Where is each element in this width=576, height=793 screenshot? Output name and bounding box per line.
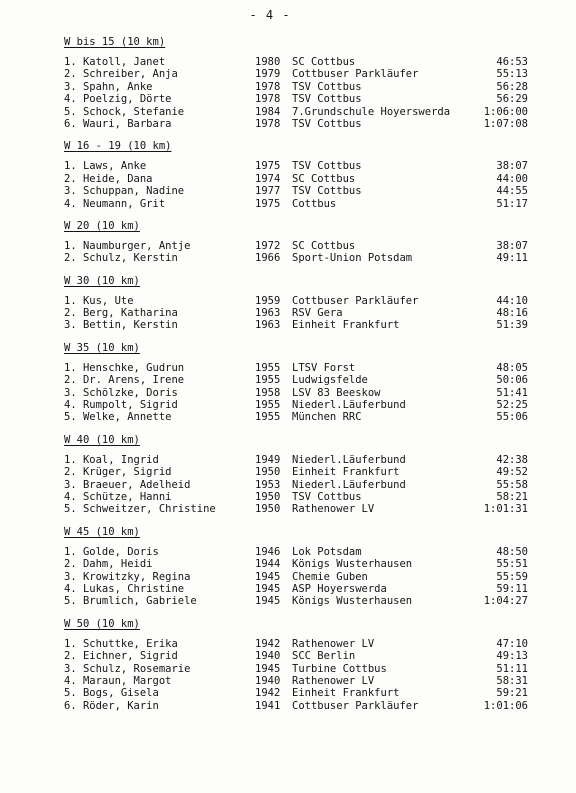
club-name: Ludwigsfelde <box>292 374 368 387</box>
athlete-name: 2. Dahm, Heidi <box>64 558 153 571</box>
finish-time: 42:38 <box>496 453 528 466</box>
athlete-name: 2. Dr. Arens, Irene <box>64 374 185 387</box>
finish-time: 38:07 <box>496 160 528 173</box>
club-name: RSV Gera <box>292 307 343 320</box>
birth-year: 1941 <box>255 699 281 712</box>
club-name: Königs Wusterhausen <box>292 558 413 571</box>
club-name: TSV Cottbus <box>292 160 362 173</box>
birth-year: 1945 <box>255 570 281 583</box>
birth-year: 1963 <box>255 319 281 332</box>
age-group-section <box>64 36 534 130</box>
athlete-name: 4. Neumann, Grit <box>64 197 166 210</box>
athlete-name: 3. Schulz, Rosemarie <box>64 662 191 675</box>
club-name: Niederl.Läuferbund <box>292 453 406 466</box>
result-row <box>64 160 534 172</box>
athlete-name: 3. Spahn, Anke <box>64 80 153 93</box>
result-row <box>64 546 534 558</box>
result-rows <box>64 240 534 265</box>
athlete-name: 3. Schuppan, Nadine <box>64 185 185 198</box>
athlete-name: 3. Bettin, Kerstin <box>64 319 178 332</box>
result-row <box>64 663 534 675</box>
birth-year: 1978 <box>255 93 281 106</box>
result-row <box>64 399 534 411</box>
finish-time: 55:58 <box>496 478 528 491</box>
athlete-name: 1. Henschke, Gudrun <box>64 361 185 374</box>
result-row <box>64 252 534 264</box>
finish-time: 1:04:27 <box>483 595 528 608</box>
age-group-heading: W 16 - 19 (10 km) <box>64 140 172 153</box>
birth-year: 1959 <box>255 294 281 307</box>
result-row <box>64 571 534 583</box>
result-row <box>64 583 534 595</box>
result-row <box>64 558 534 570</box>
birth-year: 1955 <box>255 361 281 374</box>
club-name: TSV Cottbus <box>292 117 362 130</box>
athlete-name: 4. Rumpolt, Sigrid <box>64 399 178 412</box>
result-row <box>64 118 534 130</box>
athlete-name: 5. Schock, Stefanie <box>64 105 185 118</box>
finish-time: 38:07 <box>496 239 528 252</box>
result-row <box>64 466 534 478</box>
club-name: Einheit Frankfurt <box>292 466 400 479</box>
result-row <box>64 675 534 687</box>
athlete-name: 1. Katoll, Janet <box>64 56 166 68</box>
athlete-name: 2. Schreiber, Anja <box>64 68 178 81</box>
finish-time: 58:21 <box>496 490 528 503</box>
club-name: Cottbus <box>292 197 337 210</box>
birth-year: 1963 <box>255 307 281 320</box>
result-rows <box>64 295 534 332</box>
birth-year: 1955 <box>255 399 281 412</box>
club-name: LSV 83 Beeskow <box>292 386 381 399</box>
athlete-name: 5. Bogs, Gisela <box>64 687 159 700</box>
finish-time: 1:01:31 <box>483 503 528 516</box>
result-row <box>64 650 534 662</box>
birth-year: 1953 <box>255 478 281 491</box>
athlete-name: 1. Laws, Anke <box>64 160 147 173</box>
result-row <box>64 503 534 515</box>
athlete-name: 1. Schuttke, Erika <box>64 637 178 650</box>
finish-time: 1:06:00 <box>483 105 528 118</box>
result-row <box>64 595 534 607</box>
club-name: Rathenower LV <box>292 674 375 687</box>
birth-year: 1950 <box>255 503 281 516</box>
athlete-name: 6. Röder, Karin <box>64 699 159 712</box>
finish-time: 56:29 <box>496 93 528 106</box>
birth-year: 1950 <box>255 466 281 479</box>
athlete-name: 2. Berg, Katharina <box>64 307 178 320</box>
birth-year: 1984 <box>255 105 281 118</box>
result-row <box>64 387 534 399</box>
club-name: SCC Berlin <box>292 650 356 663</box>
result-row <box>64 374 534 386</box>
birth-year: 1949 <box>255 453 281 466</box>
finish-time: 44:10 <box>496 294 528 307</box>
age-group-section <box>64 140 534 210</box>
club-name: TSV Cottbus <box>292 490 362 503</box>
club-name: Königs Wusterhausen <box>292 595 413 608</box>
age-group-section <box>64 342 534 424</box>
result-row <box>64 411 534 423</box>
club-name: TSV Cottbus <box>292 80 362 93</box>
age-group-heading: W 30 (10 km) <box>64 274 140 287</box>
finish-time: 59:21 <box>496 687 528 700</box>
result-row <box>64 240 534 252</box>
age-group-section <box>64 220 534 265</box>
result-rows <box>64 160 534 210</box>
athlete-name: 1. Naumburger, Antje <box>64 239 191 252</box>
club-name: Turbine Cottbus <box>292 662 387 675</box>
club-name: Niederl.Läuferbund <box>292 399 406 412</box>
club-name: ASP Hoyerswerda <box>292 582 387 595</box>
finish-time: 44:55 <box>496 185 528 198</box>
result-rows <box>64 638 534 712</box>
result-rows <box>64 546 534 608</box>
finish-time: 44:00 <box>496 172 528 185</box>
age-group-heading: W 40 (10 km) <box>64 433 140 446</box>
finish-time: 48:16 <box>496 307 528 320</box>
club-name: LTSV Forst <box>292 361 356 374</box>
finish-time: 56:28 <box>496 80 528 93</box>
finish-time: 49:13 <box>496 650 528 663</box>
finish-time: 59:11 <box>496 582 528 595</box>
athlete-name: 5. Schweitzer, Christine <box>64 503 216 516</box>
birth-year: 1945 <box>255 595 281 608</box>
result-row <box>64 198 534 210</box>
birth-year: 1977 <box>255 185 281 198</box>
club-name: Cottbuser Parkläufer <box>292 294 419 307</box>
athlete-name: 5. Brumlich, Gabriele <box>64 595 197 608</box>
birth-year: 1942 <box>255 687 281 700</box>
finish-time: 55:13 <box>496 68 528 81</box>
club-name: SC Cottbus <box>292 239 356 252</box>
result-row <box>64 81 534 93</box>
athlete-name: 1. Koal, Ingrid <box>64 453 159 466</box>
birth-year: 1955 <box>255 374 281 387</box>
finish-time: 46:53 <box>496 56 528 68</box>
result-rows <box>64 56 534 130</box>
birth-year: 1945 <box>255 662 281 675</box>
club-name: Einheit Frankfurt <box>292 687 400 700</box>
club-name: Chemie Guben <box>292 570 368 583</box>
athlete-name: 4. Schütze, Hanni <box>64 490 172 503</box>
birth-year: 1972 <box>255 239 281 252</box>
result-row <box>64 185 534 197</box>
birth-year: 1974 <box>255 172 281 185</box>
athlete-name: 4. Lukas, Christine <box>64 582 185 595</box>
age-group-heading: W 45 (10 km) <box>64 525 140 538</box>
result-row <box>64 638 534 650</box>
finish-time: 51:41 <box>496 386 528 399</box>
birth-year: 1975 <box>255 197 281 210</box>
result-row <box>64 295 534 307</box>
birth-year: 1945 <box>255 582 281 595</box>
club-name: Lok Potsdam <box>292 545 362 558</box>
age-group-section <box>64 526 534 608</box>
result-row <box>64 68 534 80</box>
birth-year: 1978 <box>255 80 281 93</box>
finish-time: 52:25 <box>496 399 528 412</box>
age-group-heading: W bis 15 (10 km) <box>64 36 166 48</box>
finish-time: 51:17 <box>496 197 528 210</box>
club-name: TSV Cottbus <box>292 93 362 106</box>
birth-year: 1980 <box>255 56 281 68</box>
club-name: Einheit Frankfurt <box>292 319 400 332</box>
birth-year: 1946 <box>255 545 281 558</box>
result-row <box>64 700 534 712</box>
result-row <box>64 93 534 105</box>
result-row <box>64 106 534 118</box>
birth-year: 1950 <box>255 490 281 503</box>
age-group-heading: W 50 (10 km) <box>64 617 140 630</box>
athlete-name: 2. Eichner, Sigrid <box>64 650 178 663</box>
club-name: Rathenower LV <box>292 503 375 516</box>
results-list <box>64 36 534 722</box>
age-group-heading: W 35 (10 km) <box>64 341 140 354</box>
result-row <box>64 454 534 466</box>
athlete-name: 5. Welke, Annette <box>64 411 172 424</box>
club-name: München RRC <box>292 411 362 424</box>
result-rows <box>64 454 534 516</box>
birth-year: 1958 <box>255 386 281 399</box>
finish-time: 49:11 <box>496 252 528 265</box>
finish-time: 50:06 <box>496 374 528 387</box>
finish-time: 51:39 <box>496 319 528 332</box>
birth-year: 1966 <box>255 252 281 265</box>
club-name: SC Cottbus <box>292 172 356 185</box>
athlete-name: 2. Krüger, Sigrid <box>64 466 172 479</box>
finish-time: 55:06 <box>496 411 528 424</box>
page-number: - 4 - <box>249 8 291 22</box>
club-name: 7.Grundschule Hoyerswerda <box>292 105 451 118</box>
finish-time: 49:52 <box>496 466 528 479</box>
birth-year: 1940 <box>255 650 281 663</box>
finish-time: 55:51 <box>496 558 528 571</box>
finish-time: 58:31 <box>496 674 528 687</box>
age-group-section <box>64 434 534 516</box>
athlete-name: 6. Wauri, Barbara <box>64 117 172 130</box>
club-name: Cottbuser Parkläufer <box>292 68 419 81</box>
athlete-name: 4. Maraun, Margot <box>64 674 172 687</box>
result-row <box>64 479 534 491</box>
finish-time: 1:07:08 <box>483 117 528 130</box>
age-group-heading: W 20 (10 km) <box>64 219 140 232</box>
club-name: Rathenower LV <box>292 637 375 650</box>
age-group-section <box>64 275 534 332</box>
birth-year: 1975 <box>255 160 281 173</box>
birth-year: 1942 <box>255 637 281 650</box>
finish-time: 48:50 <box>496 545 528 558</box>
result-row <box>64 687 534 699</box>
result-row <box>64 491 534 503</box>
birth-year: 1944 <box>255 558 281 571</box>
athlete-name: 4. Poelzig, Dörte <box>64 93 172 106</box>
athlete-name: 1. Golde, Doris <box>64 545 159 558</box>
result-row <box>64 319 534 331</box>
athlete-name: 3. Braeuer, Adelheid <box>64 478 191 491</box>
result-row <box>64 173 534 185</box>
finish-time: 51:11 <box>496 662 528 675</box>
age-group-section <box>64 618 534 712</box>
club-name: Cottbuser Parkläufer <box>292 699 419 712</box>
finish-time: 1:01:06 <box>483 699 528 712</box>
result-rows <box>64 362 534 424</box>
finish-time: 55:59 <box>496 570 528 583</box>
finish-time: 47:10 <box>496 637 528 650</box>
birth-year: 1978 <box>255 117 281 130</box>
club-name: TSV Cottbus <box>292 185 362 198</box>
finish-time: 48:05 <box>496 361 528 374</box>
birth-year: 1955 <box>255 411 281 424</box>
result-row <box>64 307 534 319</box>
result-row <box>64 56 534 68</box>
athlete-name: 1. Kus, Ute <box>64 294 134 307</box>
athlete-name: 3. Krowitzky, Regina <box>64 570 191 583</box>
athlete-name: 3. Schölzke, Doris <box>64 386 178 399</box>
club-name: SC Cottbus <box>292 56 356 68</box>
club-name: Sport-Union Potsdam <box>292 252 413 265</box>
club-name: Niederl.Läuferbund <box>292 478 406 491</box>
birth-year: 1940 <box>255 674 281 687</box>
athlete-name: 2. Heide, Dana <box>64 172 153 185</box>
result-row <box>64 362 534 374</box>
birth-year: 1979 <box>255 68 281 81</box>
athlete-name: 2. Schulz, Kerstin <box>64 252 178 265</box>
